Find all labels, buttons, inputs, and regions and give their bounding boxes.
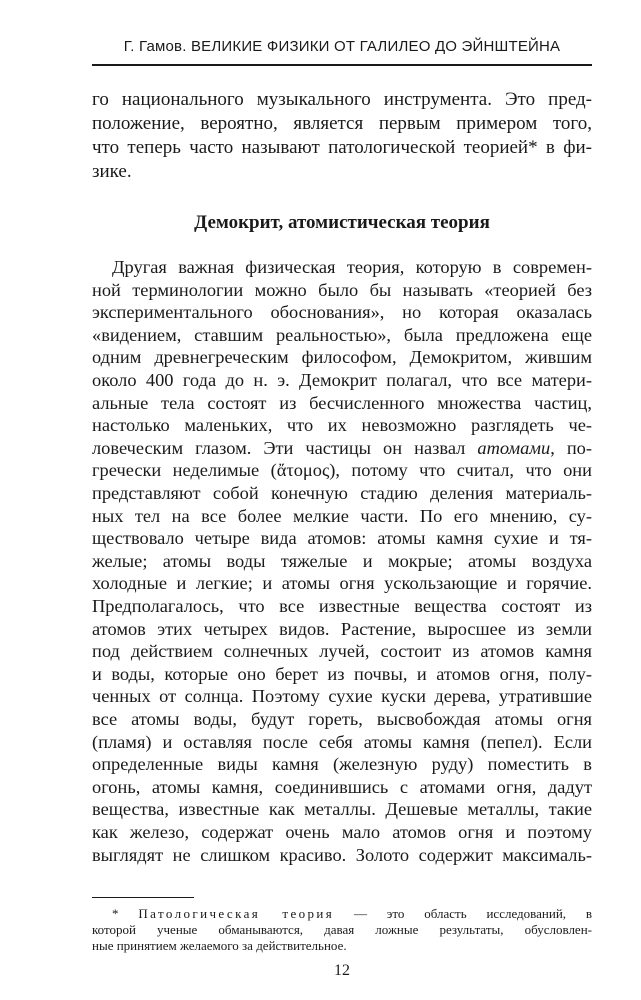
page-number: 12 xyxy=(334,962,350,979)
text-line: ных тел на все более мелкие части. По его мнению, су- xyxy=(92,505,592,526)
text-line: ществовало четыре вида атомов: атомы камня сухие и тя- xyxy=(92,528,592,549)
text-line: альные тела состоят из бесчисленного множества частиц, xyxy=(92,392,592,413)
text-line: Предполагалось, что все известные вещества состоят из xyxy=(92,596,592,616)
italic-term: атомами xyxy=(477,437,551,458)
text-line: выглядят не слишком красиво. Золото содержит максималь- xyxy=(92,844,592,865)
text-line: положение, вероятно, является первым примером того, xyxy=(92,113,592,134)
text-line: одним древнегреческим философом, Демокритом, жившим xyxy=(92,347,592,368)
text-line: (пламя) и оставляя после себя атомы камня (пепел). Если xyxy=(92,731,592,752)
text-line: под действием солнечных лучей, состоит из атомов камня xyxy=(92,641,592,662)
text-line: представляют собой конечную стадию деления материаль- xyxy=(92,483,592,503)
text-line: «видением, ставшим реальностью», была предложена еще xyxy=(92,324,592,345)
text-line: все атомы воды, будут гореть, высвобождая атомы огня xyxy=(92,709,592,729)
footnote-line: ные принятием желаемого за действительное. xyxy=(92,938,347,953)
text-line: как железо, содержат очень мало атомов огня и поэтому xyxy=(92,822,592,842)
footnote-text: — это область исследований, в xyxy=(334,906,592,921)
running-head: Г. Гамов. ВЕЛИКИЕ ФИЗИКИ ОТ ГАЛИЛЕО ДО ЭЙНШТЕЙНА xyxy=(123,38,561,55)
footnote-line: которой ученые обманываются, давая ложные результаты, обусловлен- xyxy=(92,922,592,937)
text-line: и воды, которые оно берет из почвы, и атомов огня, полу- xyxy=(92,663,592,684)
header-rule xyxy=(92,64,592,66)
section-title: Демокрит, атомистическая теория xyxy=(194,212,490,233)
footnote-marker: * xyxy=(112,906,139,921)
text-line: огонь, атомы камня, соединившись с атомами огня, дадут xyxy=(92,776,592,797)
text-line: настолько маленьких, что их невозможно разглядеть че- xyxy=(92,415,592,436)
text-line xyxy=(92,437,592,460)
text-run: ловеческим глазом. Эти частицы он назвал xyxy=(92,437,478,458)
footnote-term: Патологическая теория xyxy=(138,906,335,921)
text-line: атомов этих четырех видов. Растение, выросшее из земли xyxy=(92,618,592,639)
text-line: Другая важная физическая теория, которую в современ- xyxy=(112,257,592,277)
text-line: гречески неделимые (ἄτομος), потому что считал, что они xyxy=(92,460,592,481)
text-line: определенные виды камня (железную руду) поместить в xyxy=(92,754,592,775)
text-line: вещества, известные как металлы. Дешевые металлы, такие xyxy=(92,799,592,820)
text-line: что теперь часто называют патологической теорией* в фи- xyxy=(92,137,592,158)
text-line: го национального музыкального инструмента. Это пред- xyxy=(92,89,592,110)
text-line: желые; атомы воды тяжелые и мокрые; атомы воздуха xyxy=(92,550,592,571)
text-line: ной терминологии можно было бы называть «теорией без xyxy=(92,279,592,300)
text-line: около 400 года до н. э. Демокрит полагал, что все матери- xyxy=(92,370,592,390)
footnote-rule xyxy=(92,897,194,898)
text-line: зике. xyxy=(92,161,132,182)
text-line: холодные и легкие; и атомы огня ускользающие и горячие. xyxy=(92,573,592,594)
text-line: экспериментального обоснования», но которая оказалась xyxy=(92,302,592,323)
text-run: , по- xyxy=(550,437,593,458)
text-line: ченных от солнца. Поэтому сухие куски дерева, утратившие xyxy=(92,686,592,707)
footnote-line xyxy=(92,906,592,922)
